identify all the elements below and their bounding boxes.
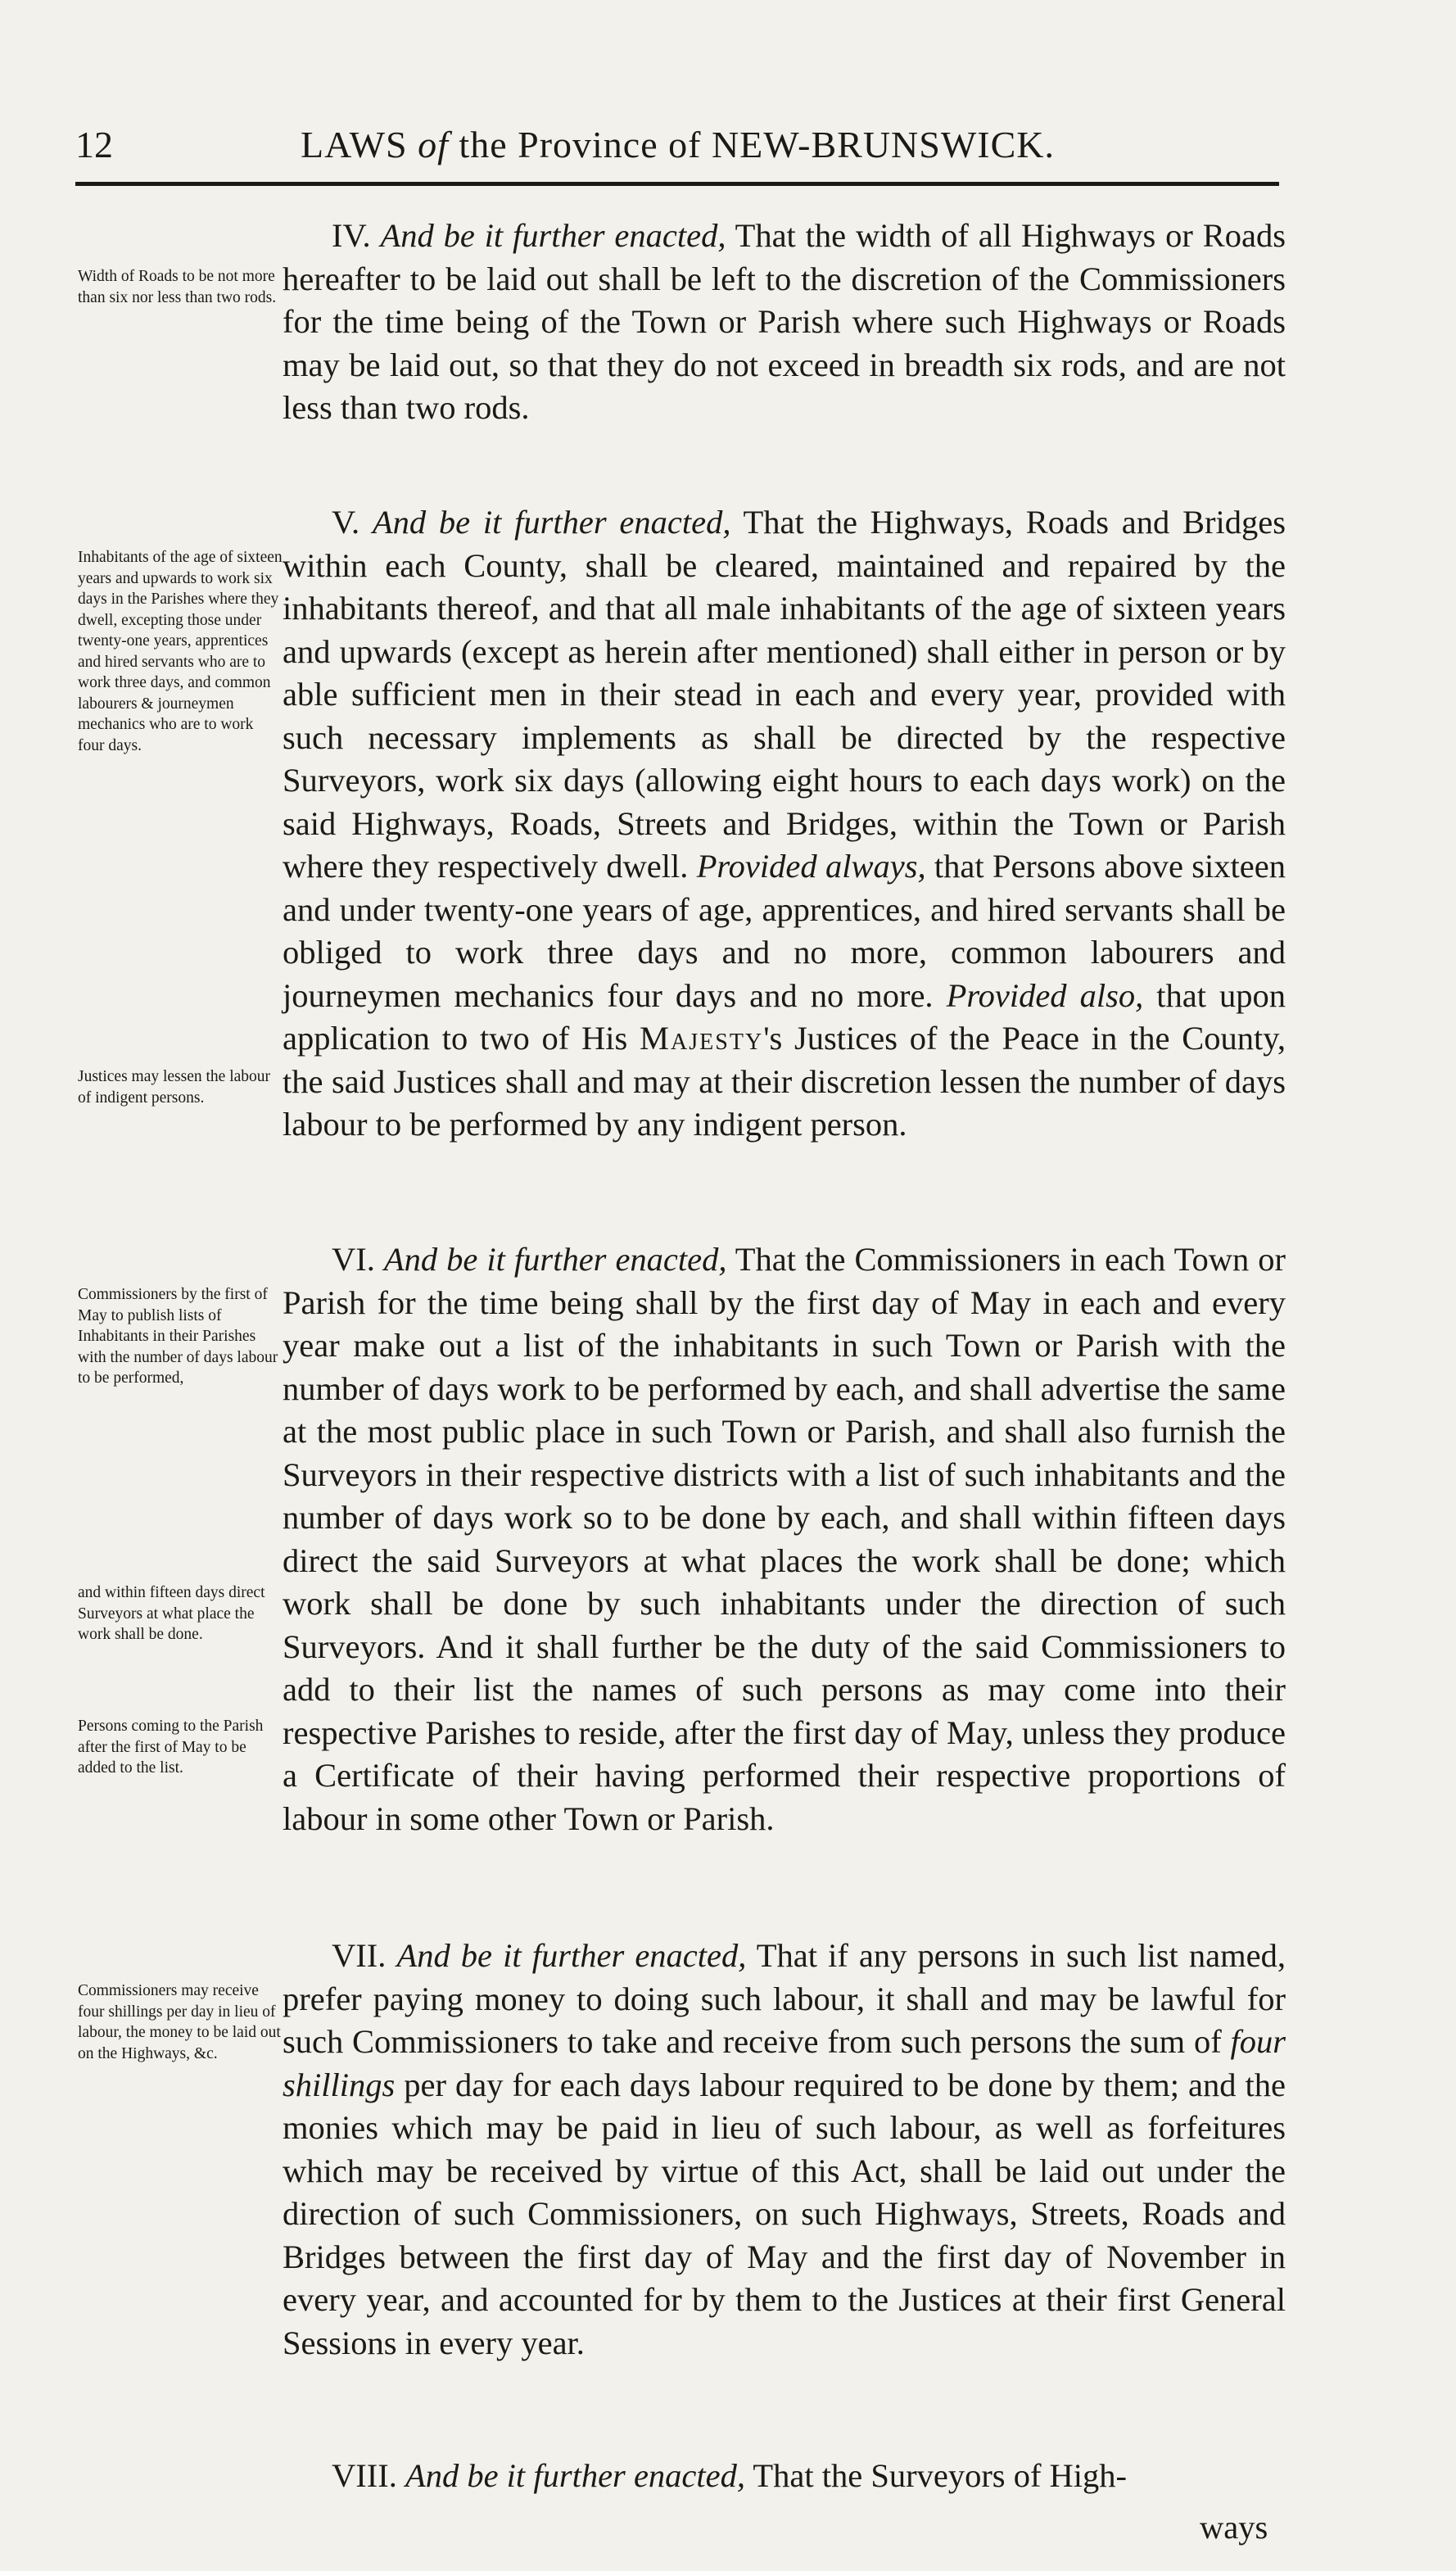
section-text: That the Highways, Roads and Bridges within each County, shall be cleared, maintained and repaired by the inhabitants thereof, and that all male inhabitants of the age of sixteen years and upwards (except as herein after mentioned) shall either in person or by able sufficient men in their stead in each and every year, provided with such necessary implements as shall be directed by the respective Surveyors, work six days (allowing eight hours to each days work) on the said Highways, Roads, Streets and Bridges, within the Town or Parish where they respectively dwell. [283,504,1286,885]
enacting-clause: And be it further enacted, [396,1937,747,1974]
proviso: Provided also, [946,976,1144,1014]
section-text: that upon application to two of His [283,976,1286,1057]
section-text: That the width of all Highways or Roads hereafter to be laid out shall be left to the discretion of the Commissioners for the time being of the Town or Parish where such Highways or Roads may be laid out, so that they do not exceed in breadth six rods, and are not less than two rods. [283,217,1286,426]
section-text: That if any persons in such list named, prefer paying money to doing such labour, it shall and may be lawful for such Commissioners to take and receive from such persons the sum of [283,1937,1286,2060]
margin-note-width-of-roads: Width of Roads to be not more than six nor less than two rods. [78,268,277,306]
margin-note-commissioners-receive: Commissioners may receive four shillings per day in lieu of labour, the money to be laid out on the Highways, &c. [78,1982,281,2062]
section-text: That the Surveyors of High- [745,2457,1128,2494]
section-viii [283,2455,1286,2498]
page-number: 12 [75,124,113,165]
margin-note-inhabitants-work: Inhabitants of the age of sixteen years and upwards to work six days in the Parishes where they dwell, excepting those under twenty-one years, apprentices and hired servants who are to work three days, and common labourers & journeymen mechanics who are to work four days. [78,549,283,754]
section-text: per day for each days labour required to be done by them; and the monies which may be paid in lieu of such labour, as well as forfeitures which may be received by virtue of this Act, shall be laid out under the direction of such Commissioners, on such Highways, Streets, Roads and Bridges between the first day of May and the first day of November in every year, and accounted for by them to the Justices at their first General Sessions in every year. [283,2066,1286,2361]
section-v [283,501,1286,1147]
enacting-clause: And be it further enacted, [372,504,731,541]
proviso: Provided always, [696,848,926,885]
margin-note-persons-coming: Persons coming to the Parish after the first of May to be added to the list. [78,1718,264,1777]
sum-italic: four shillings [283,2023,1286,2103]
section-text: that Persons above sixteen and under twenty-one years of age, apprentices, and hired servants shall be obliged to work three days and no more, common labourers and journeymen mechanics four days and no more. [283,848,1286,1014]
majesty-smallcaps: Majesty [640,1020,764,1057]
page-header [75,123,1279,172]
running-head-pre: LAWS [301,124,418,165]
running-head-of: of [418,124,449,165]
enacting-clause: And be it further enacted, [405,2457,745,2494]
section-number: VI. [332,1241,384,1278]
enacting-clause: And be it further enacted, [380,217,726,254]
section-vi [283,1238,1286,1840]
margin-note-direct-surveyors: and within fifteen days direct Surveyors at what place the work shall be done. [78,1584,265,1643]
margin-note-commissioners-publish: Commissioners by the first of May to publish lists of Inhabitants in their Parishes with the number of days labour to be performed, [78,1286,278,1387]
section-text: That the Commissioners in each Town or Parish for the time being shall by the first day of May in each and every year make out a list of the inhabitants in such Town or Parish with the number of days work to be performed by each, and shall advertise the same at the most public place in such Town or Parish, and shall also furnish the Surveyors in their respective districts with a list of such inhabitants and the number of days work so to be done by each, and shall within fifteen days direct the said Surveyors at what places the work shall be done; which work shall be done by such inhabitants under the direction of such Surveyors. And it shall further be the duty of the said Commissioners to add to their list the names of such persons as may come into their respective Parishes to reside, after the first day of May, unless they produce a Certificate of their having performed their respective proportions of labour in some other Town or Parish. [283,1241,1286,1837]
running-head-post: the Province of NEW-BRUNSWICK. [448,124,1055,165]
margin-note-justices-lessen: Justices may lessen the labour of indigent persons. [78,1068,271,1107]
section-number: VII. [332,1937,397,1974]
section-number: V. [332,504,373,541]
running-head [301,123,1055,166]
section-vii [283,1935,1286,2365]
section-number: VIII. [332,2457,405,2494]
section-text: 's Justices of the Peace in the County, the said Justices shall and may at their discretion lessen the number of days labour to be performed by any indigent person. [283,1020,1286,1143]
enacting-clause: And be it further enacted, [383,1241,727,1278]
header-rule [75,182,1279,186]
section-iv [283,215,1286,430]
section-number: IV. [332,217,381,254]
catchword: ways [1200,2509,1268,2546]
